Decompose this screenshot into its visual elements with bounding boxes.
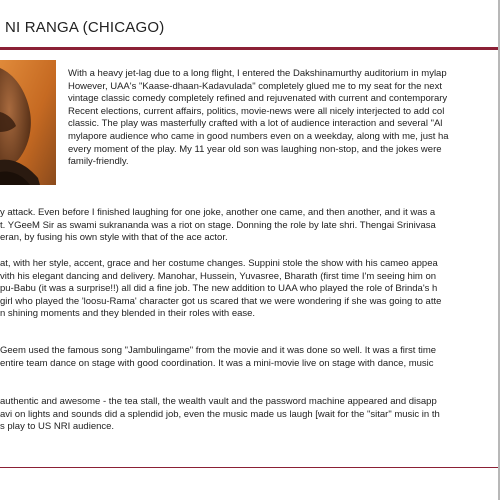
text-line: vintage classic comedy completely refined and rejuvenated with current and contemporary (68, 93, 448, 105)
reviewer-photo-image (0, 60, 56, 185)
text-line: at, with her style, accent, grace and her costume changes. Suppini stole the show with his cameo appea (0, 258, 438, 269)
text-line: pu-Babu (it was a surprise!!) all did a fine job. The new addition to UAA who played the role of Brinda's h (0, 283, 438, 295)
footer-divider (0, 467, 498, 468)
text-line: classic. The play was masterfully crafted with a lot of audience interaction and several "Al (68, 118, 443, 130)
reviewer-photo (0, 60, 56, 185)
text-line: eran, by fusing his own style with that of the ace actor. (0, 232, 228, 244)
text-line: With a heavy jet-lag due to a long flight, I entered the Dakshinamurthy auditorium in mylap (68, 68, 447, 79)
body-paragraph (0, 396, 498, 434)
text-line: However, UAA's "Kaase-dhaan-Kadavulada" completely glued me to my seat for the next (68, 80, 442, 92)
text-line: every moment of the play. My 11 year old son was laughing non-stop, and the jokes were (68, 143, 442, 155)
text-line: mylapore audience who came in good numbers even on a weekday, along with me, just ha (68, 130, 449, 142)
text-line: y attack. Even before I finished laughing for one joke, another one came, and then another, and it was a (0, 207, 436, 218)
text-line: family-friendly. (68, 156, 129, 168)
text-line: Recent elections, current affairs, politics, movie-news were all nicely interjected to add col (68, 105, 445, 117)
page-title: NI RANGA (CHICAGO) (5, 19, 165, 36)
body-paragraph (0, 207, 498, 245)
body-paragraph (0, 258, 498, 321)
text-line: t. YGeeM Sir as swami sukrananda was a riot on stage. Donning the role by late shri. Thengai Srinivasa (0, 219, 436, 231)
text-line: n shining moments and they blended in their roles with ease. (0, 308, 256, 320)
text-line: entire team dance on stage with good coordination. It was a mini-movie live on stage with dance, music (0, 357, 434, 369)
text-line: authentic and awesome - the tea stall, the wealth vault and the password machine appeared and disapp (0, 396, 437, 407)
text-line: Geem used the famous song "Jambulingame" from the movie and it was done so well. It was a first time (0, 345, 437, 356)
text-line: vith his elegant dancing and delivery. Manohar, Hussein, Yuvasree, Bharath (first time I'm seeing him on (0, 270, 437, 282)
header-divider (0, 47, 498, 50)
body-paragraph (0, 345, 498, 370)
text-line: avi on lights and sounds did a splendid job, even the music made us laugh [wait for the "sitar" music in th (0, 408, 440, 420)
text-line: s play to US NRI audience. (0, 421, 115, 433)
intro-paragraph (68, 68, 500, 169)
text-line: girl who played the 'loosu-Rama' character got us scared that we were wondering if she was going to atte (0, 295, 442, 307)
